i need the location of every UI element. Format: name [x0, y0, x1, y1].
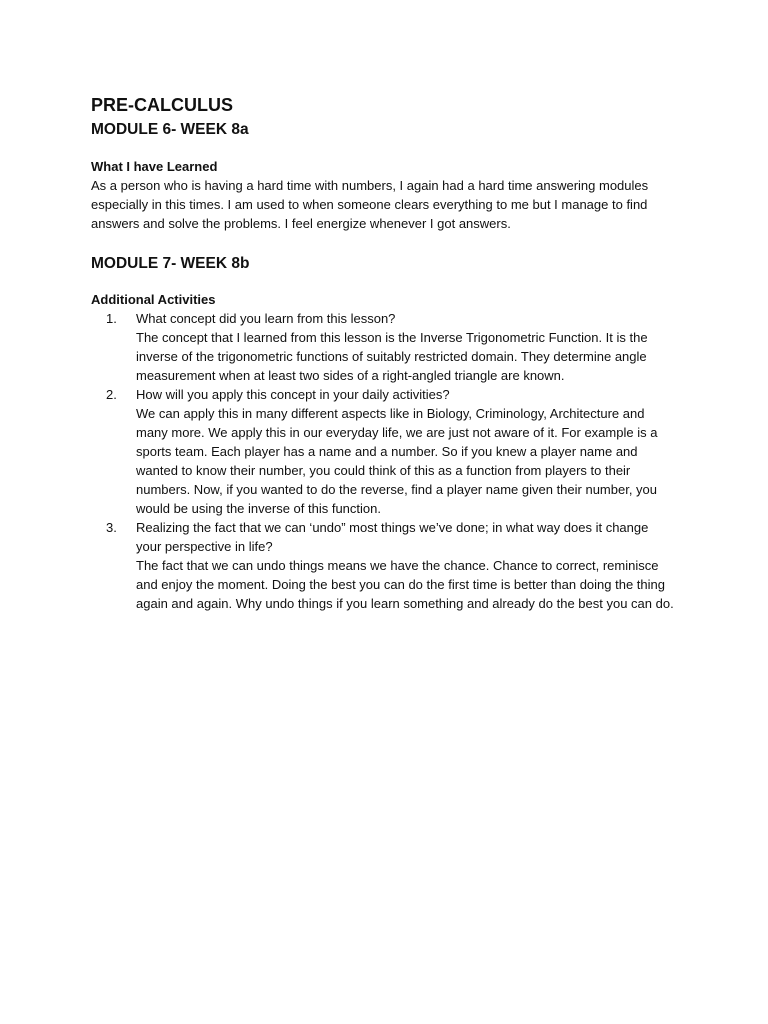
list-item	[91, 518, 691, 613]
item-body	[136, 385, 676, 518]
item-question: Realizing the fact that we can ‘undo” most things we’ve done; in what way does it change your perspective in life?	[136, 520, 649, 554]
list-item	[91, 309, 691, 385]
module-7-heading: MODULE 7- WEEK 8b	[91, 255, 250, 272]
additional-activities-heading: Additional Activities	[91, 292, 216, 307]
module-6-heading: MODULE 6- WEEK 8a	[91, 121, 249, 138]
item-body	[136, 309, 676, 385]
list-item	[91, 385, 691, 518]
item-body	[136, 518, 676, 613]
what-i-have-learned-heading: What I have Learned	[91, 159, 218, 174]
item-question: How will you apply this concept in your daily activities?	[136, 387, 450, 402]
item-answer: The fact that we can undo things means we have the chance. Chance to correct, reminisce and enjoy the moment. Doing the best you can do the first time is better than doing the thing again and again. Why undo things if you learn something and already do the best you can do.	[136, 558, 674, 611]
activities-list	[91, 309, 691, 613]
item-question: What concept did you learn from this lesson?	[136, 311, 396, 326]
document-page	[91, 94, 691, 613]
item-number: 3.	[106, 520, 117, 535]
what-i-have-learned-paragraph: As a person who is having a hard time with numbers, I again had a hard time answering modules especially in this times. I am used to when someone clears everything to me but I manage to find answers and solve the problems. I feel energize whenever I got answers.	[91, 178, 649, 231]
document-title: PRE-CALCULUS	[91, 95, 233, 115]
item-number: 1.	[106, 311, 117, 326]
item-answer: The concept that I learned from this lesson is the Inverse Trigonometric Function. It is the inverse of the trigonometric functions of suitably restricted domain. They determine angle measurement when at least two sides of a right-angled triangle are known.	[136, 330, 648, 383]
item-answer: We can apply this in many different aspects like in Biology, Criminology, Architecture and many more. We apply this in our everyday life, we are just not aware of it. For example is a sports team. Each player has a name and a number. So if you knew a player name and wanted to know their number, you could think of this as a function from players to their numbers. Now, if you wanted to do the reverse, find a player name given their number, you would be using the inverse of this function.	[136, 406, 658, 516]
item-number: 2.	[106, 387, 117, 402]
